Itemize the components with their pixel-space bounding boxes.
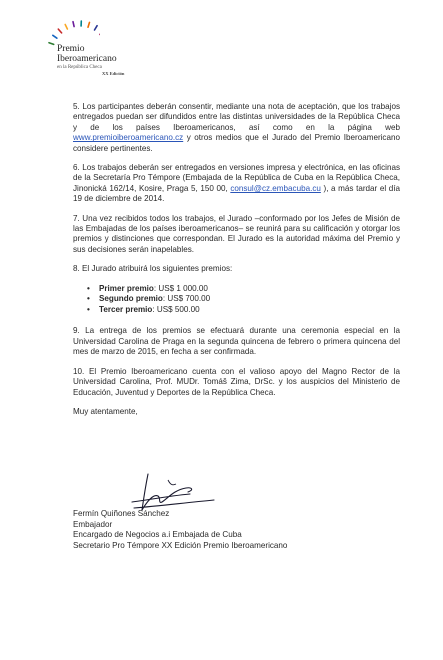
p6-text-b: ), a más tardar el día 19 de diciembre de 2014. xyxy=(73,183,400,204)
p6-text-a: 6. Los trabajos deberán ser entregados en versiones impresa y electrónica, en las oficinas de la Secretaría Pro Témpore (Embajada de la República de Cuba en la República Checa, Jinonická 162/14, Kosire, Praga 5, 150 00, xyxy=(73,163,400,193)
logo-line-3: en la República Checa xyxy=(57,65,102,70)
prize-label: Primer premio xyxy=(99,283,154,293)
paragraph-9: 9. La entrega de los premios se efectuará durante una ceremonia especial en la Universidad Carolina de Praga en la segunda quincena de febrero o primera quincena del mes de marzo de 2015, en fecha a ser confirmada. xyxy=(73,326,400,357)
paragraph-10: 10. El Premio Iberoamericano cuenta con el valioso apoyo del Magno Rector de la Universidad Carolina, Prof. MUDr. Tomáš Zima, DrSc. y los auspicios del Ministerio de Educación, Juventud y Deportes de la República Checa. xyxy=(73,366,400,397)
logo-line-1: Premio xyxy=(57,44,85,54)
premio-logo xyxy=(40,14,150,76)
signer-title-3: Secretario Pro Témpore XX Edición Premio Iberoamericano xyxy=(73,540,288,550)
logo-ray xyxy=(95,26,98,30)
prize-amount: : US$ 1 000.00 xyxy=(153,283,208,293)
p5-text-a: 5. Los participantes deberán consentir, mediante una nota de aceptación, que los trabajos entregados puedan ser difundidos entre las distintas universidades de la República Checa y de los países Iberoamericanos, así como en la página web xyxy=(73,102,400,132)
logo-ray xyxy=(53,35,57,38)
paragraph-7: 7. Una vez recibidos todos los trabajos, el Jurado –conformado por los Jefes de Misión de las Embajadas de los países iberoamericanos– se reunirá para su calificación y otorgar los premios y distinciones que correspondan. El Jurado es la autoridad máxima del Premio y sus decisiones serán inapelables. xyxy=(73,213,400,254)
signer-title-1: Embajador xyxy=(73,519,113,529)
paragraph-8: 8. El Jurado atribuirá los siguientes premios: xyxy=(73,264,233,274)
logo-ray xyxy=(73,22,74,27)
p5-text-b: y otros medios que el Jurado del Premio Iberoamericano considere pertinentes. xyxy=(73,133,400,153)
paragraph-5 xyxy=(73,102,400,154)
prize-label: Tercer premio xyxy=(99,304,153,314)
website-link[interactable]: www.premioiberoamericano.cz xyxy=(73,133,184,143)
letter-body xyxy=(73,102,400,426)
prize-amount: : US$ 500.00 xyxy=(152,304,200,314)
logo-ray xyxy=(88,22,90,27)
logo-ray xyxy=(58,29,61,33)
logo-edition: XX Edición xyxy=(102,71,125,76)
logo-ray xyxy=(49,43,54,45)
logo-line-2: Iberoamericano xyxy=(57,54,117,64)
logo-ray xyxy=(65,25,67,30)
prize-amount: : US$ 700.00 xyxy=(162,294,211,304)
signer-title-2: Encargado de Negocios a.i Embajada de Cuba xyxy=(73,530,242,540)
prize-label: Segundo premio xyxy=(99,294,163,304)
closing-salutation: Muy atentamente, xyxy=(73,406,138,416)
email-link[interactable]: consul@cz.embacuba.cu xyxy=(230,183,321,193)
prize-list xyxy=(73,284,400,316)
signer-name: Fermín Quiñones Sánchez xyxy=(73,509,170,518)
list-item xyxy=(87,294,400,305)
list-item xyxy=(87,305,400,316)
list-item xyxy=(87,284,400,295)
signature-block xyxy=(73,509,287,551)
paragraph-6 xyxy=(73,163,400,205)
